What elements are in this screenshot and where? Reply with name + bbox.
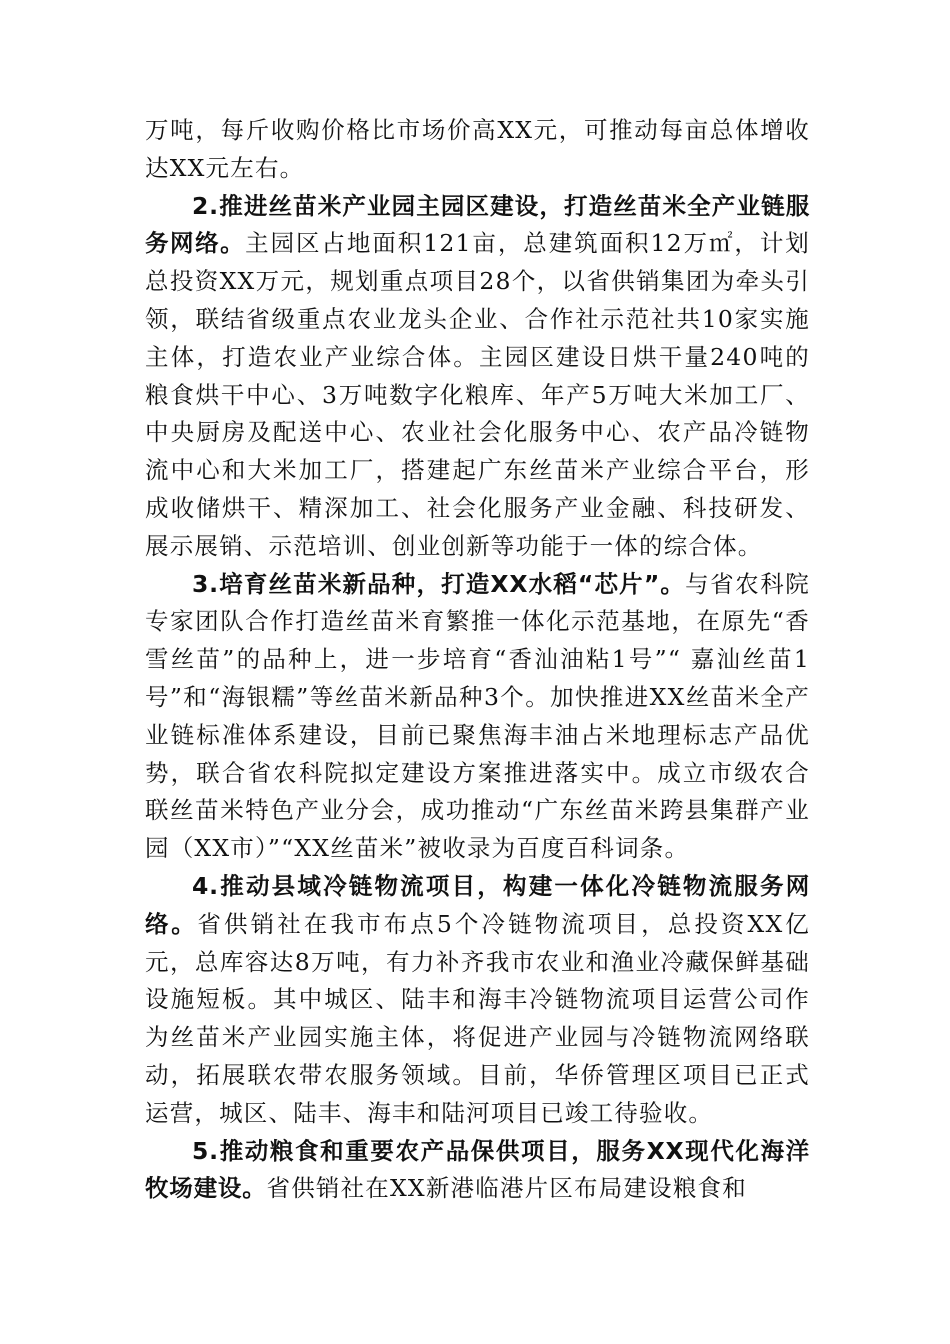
paragraph-lead: 4.推动县域冷链物流项目，构建一体化冷链物流服务网络。	[145, 871, 810, 938]
paragraph-text: 万吨，每斤收购价格比市场价高XX元，可推动每亩总体增收达XX元左右。	[145, 116, 810, 182]
paragraph-item-5	[145, 1133, 810, 1209]
paragraph-item-4	[145, 868, 810, 1133]
paragraph-continuation	[145, 112, 810, 188]
paragraph-text: 省供销社在XX新港临港片区布局建设粮食和	[266, 1174, 747, 1203]
paragraph-item-2	[145, 188, 810, 566]
paragraph-text: 与省农科院专家团队合作打造丝苗米育繁推一体化示范基地，在原先“香雪丝苗”的品种上，进一步培育“香汕油粘1号”“ 嘉汕丝苗1号”和“海银糯”等丝苗米新品种3个。加快推进XX丝苗米全产业链标准体系建设，目前已聚焦海丰油占米地理标志产品优势，联合省农科院拟定建设方案推进落实中。成立市级农合联丝苗米特色产业分会，成功推动“广东丝苗米跨县集群产业园（XX市）”“XX丝苗米”被收录为百度百科词条。	[145, 569, 810, 863]
document-body	[145, 112, 810, 1208]
paragraph-lead: 2.推进丝苗米产业园主园区建设，打造丝苗米全产业链服务网络。	[145, 191, 810, 258]
paragraph-lead: 3.培育丝苗米新品种，打造XX水稻“芯片”。	[192, 569, 686, 598]
paragraph-text: 省供销社在我市布点5个冷链物流项目，总投资XX亿元，总库容达8万吨，有力补齐我市农业和渔业冷藏保鲜基础设施短板。其中城区、陆丰和海丰冷链物流项目运营公司作为丝苗米产业园实施主体，将促进产业园与冷链物流网络联动，拓展联农带农服务领域。目前，华侨管理区项目已正式运营，城区、陆丰、海丰和陆河项目已竣工待验收。	[145, 909, 810, 1127]
paragraph-item-3	[145, 566, 810, 868]
paragraph-lead: 5.推动粮食和重要农产品保供项目，服务XX现代化海洋牧场建设。	[145, 1136, 810, 1203]
paragraph-text: 主园区占地面积121亩，总建筑面积12万㎡，计划总投资XX万元，规划重点项目28个，以省供销集团为牵头引领，联结省级重点农业龙头企业、合作社示范社共10家实施主体，打造农业产业综合体。主园区建设日烘干量240吨的粮食烘干中心、3万吨数字化粮库、年产5万吨大米加工厂、中央厨房及配送中心、农业社会化服务中心、农产品冷链物流中心和大米加工厂，搭建起广东丝苗米产业综合平台，形成收储烘干、精深加工、社会化服务产业金融、科技研发、展示展销、示范培训、创业创新等功能于一体的综合体。	[145, 229, 810, 560]
